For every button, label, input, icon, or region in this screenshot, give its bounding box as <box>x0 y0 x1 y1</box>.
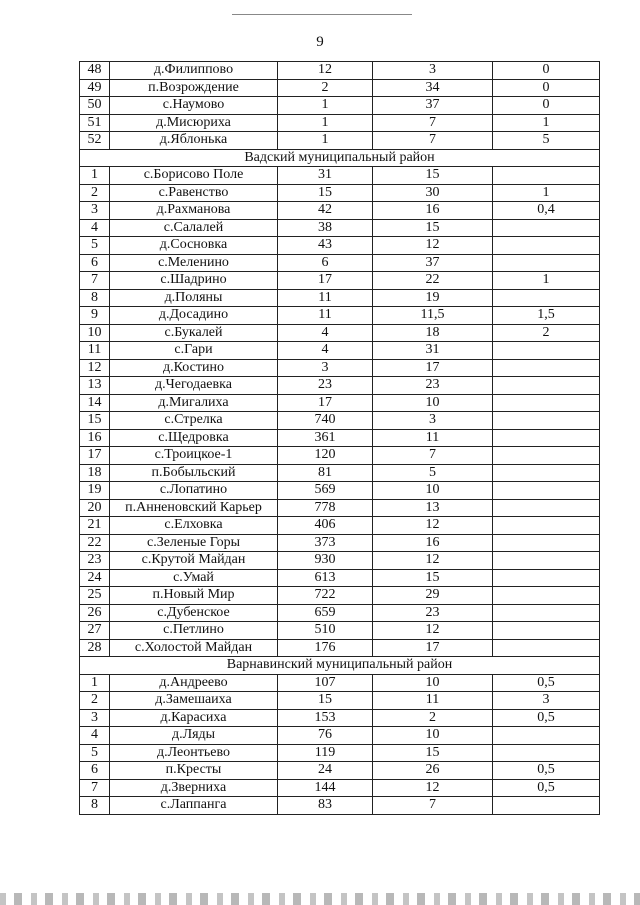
row-number-cell: 12 <box>80 359 110 377</box>
settlements-table <box>79 61 600 815</box>
value-col-4-cell: 30 <box>373 184 493 202</box>
value-col-4-cell: 37 <box>373 254 493 272</box>
row-number-cell: 7 <box>80 272 110 290</box>
settlement-name-cell: д.Мигалиха <box>110 394 278 412</box>
value-col-5-cell <box>493 359 600 377</box>
table-row <box>80 499 600 517</box>
row-number-cell: 20 <box>80 499 110 517</box>
value-col-5-cell <box>493 464 600 482</box>
value-col-3-cell: 17 <box>278 272 373 290</box>
district-header-row <box>80 149 600 167</box>
settlement-name-cell: д.Чегодаевка <box>110 377 278 395</box>
value-col-5-cell: 0 <box>493 97 600 115</box>
row-number-cell: 24 <box>80 569 110 587</box>
value-col-5-cell: 0,5 <box>493 674 600 692</box>
value-col-4-cell: 10 <box>373 394 493 412</box>
value-col-5-cell <box>493 534 600 552</box>
value-col-3-cell: 1 <box>278 114 373 132</box>
table-row <box>80 797 600 815</box>
settlement-name-cell: с.Зеленые Горы <box>110 534 278 552</box>
table-row <box>80 727 600 745</box>
settlement-name-cell: с.Холостой Майдан <box>110 639 278 657</box>
table-row <box>80 289 600 307</box>
table-row <box>80 79 600 97</box>
value-col-3-cell: 81 <box>278 464 373 482</box>
value-col-4-cell: 12 <box>373 237 493 255</box>
value-col-4-cell: 10 <box>373 482 493 500</box>
row-number-cell: 25 <box>80 587 110 605</box>
table-row <box>80 237 600 255</box>
value-col-5-cell <box>493 604 600 622</box>
table-row <box>80 184 600 202</box>
value-col-5-cell: 2 <box>493 324 600 342</box>
value-col-3-cell: 373 <box>278 534 373 552</box>
table-row <box>80 342 600 360</box>
value-col-5-cell <box>493 394 600 412</box>
table-row <box>80 639 600 657</box>
value-col-5-cell <box>493 517 600 535</box>
table-row <box>80 464 600 482</box>
value-col-4-cell: 12 <box>373 517 493 535</box>
row-number-cell: 11 <box>80 342 110 360</box>
value-col-4-cell: 3 <box>373 62 493 80</box>
value-col-4-cell: 34 <box>373 79 493 97</box>
settlement-name-cell: д.Рахманова <box>110 202 278 220</box>
settlement-name-cell: п.Возрождение <box>110 79 278 97</box>
value-col-4-cell: 15 <box>373 167 493 185</box>
value-col-3-cell: 11 <box>278 289 373 307</box>
value-col-4-cell: 10 <box>373 674 493 692</box>
value-col-5-cell <box>493 167 600 185</box>
table-row <box>80 517 600 535</box>
value-col-5-cell: 0,5 <box>493 779 600 797</box>
value-col-5-cell: 1 <box>493 114 600 132</box>
value-col-5-cell: 0 <box>493 62 600 80</box>
value-col-5-cell <box>493 342 600 360</box>
table-row <box>80 622 600 640</box>
value-col-5-cell: 5 <box>493 132 600 150</box>
value-col-5-cell: 1 <box>493 272 600 290</box>
value-col-3-cell: 24 <box>278 762 373 780</box>
table-row <box>80 272 600 290</box>
row-number-cell: 28 <box>80 639 110 657</box>
value-col-3-cell: 120 <box>278 447 373 465</box>
value-col-5-cell <box>493 254 600 272</box>
value-col-3-cell: 42 <box>278 202 373 220</box>
settlement-name-cell: д.Замешаиха <box>110 692 278 710</box>
settlement-name-cell: д.Досадино <box>110 307 278 325</box>
value-col-5-cell <box>493 482 600 500</box>
value-col-4-cell: 15 <box>373 569 493 587</box>
value-col-3-cell: 930 <box>278 552 373 570</box>
table-row <box>80 412 600 430</box>
value-col-5-cell: 1 <box>493 184 600 202</box>
value-col-3-cell: 3 <box>278 359 373 377</box>
value-col-3-cell: 23 <box>278 377 373 395</box>
value-col-3-cell: 15 <box>278 184 373 202</box>
value-col-3-cell: 1 <box>278 97 373 115</box>
settlement-name-cell: д.Леонтьево <box>110 744 278 762</box>
table-row <box>80 692 600 710</box>
value-col-4-cell: 15 <box>373 219 493 237</box>
value-col-3-cell: 176 <box>278 639 373 657</box>
value-col-4-cell: 16 <box>373 534 493 552</box>
value-col-5-cell: 3 <box>493 692 600 710</box>
settlement-name-cell: с.Дубенское <box>110 604 278 622</box>
row-number-cell: 4 <box>80 727 110 745</box>
settlement-name-cell: с.Щедровка <box>110 429 278 447</box>
value-col-3-cell: 17 <box>278 394 373 412</box>
row-number-cell: 6 <box>80 762 110 780</box>
table-row <box>80 97 600 115</box>
table-row <box>80 254 600 272</box>
settlement-name-cell: с.Лопатино <box>110 482 278 500</box>
table-row <box>80 307 600 325</box>
row-number-cell: 14 <box>80 394 110 412</box>
table-row <box>80 377 600 395</box>
value-col-4-cell: 3 <box>373 412 493 430</box>
value-col-4-cell: 19 <box>373 289 493 307</box>
table-row <box>80 219 600 237</box>
value-col-3-cell: 144 <box>278 779 373 797</box>
settlement-name-cell: п.Анненовский Карьер <box>110 499 278 517</box>
settlement-name-cell: с.Шадрино <box>110 272 278 290</box>
value-col-5-cell: 0,4 <box>493 202 600 220</box>
row-number-cell: 21 <box>80 517 110 535</box>
value-col-5-cell <box>493 219 600 237</box>
value-col-4-cell: 10 <box>373 727 493 745</box>
value-col-5-cell <box>493 569 600 587</box>
value-col-3-cell: 4 <box>278 324 373 342</box>
table-row <box>80 744 600 762</box>
settlement-name-cell: с.Стрелка <box>110 412 278 430</box>
value-col-3-cell: 778 <box>278 499 373 517</box>
settlement-name-cell: с.Крутой Майдан <box>110 552 278 570</box>
table-row <box>80 324 600 342</box>
settlement-name-cell: д.Филиппово <box>110 62 278 80</box>
settlement-name-cell: д.Сосновка <box>110 237 278 255</box>
row-number-cell: 5 <box>80 237 110 255</box>
table-row <box>80 674 600 692</box>
row-number-cell: 19 <box>80 482 110 500</box>
value-col-4-cell: 37 <box>373 97 493 115</box>
settlement-name-cell: д.Яблонька <box>110 132 278 150</box>
settlement-name-cell: с.Борисово Поле <box>110 167 278 185</box>
value-col-3-cell: 722 <box>278 587 373 605</box>
value-col-5-cell <box>493 552 600 570</box>
value-col-5-cell <box>493 587 600 605</box>
value-col-5-cell <box>493 744 600 762</box>
value-col-5-cell <box>493 377 600 395</box>
top-scan-line <box>232 14 412 15</box>
row-number-cell: 3 <box>80 709 110 727</box>
value-col-5-cell <box>493 289 600 307</box>
value-col-3-cell: 2 <box>278 79 373 97</box>
table-row <box>80 167 600 185</box>
value-col-3-cell: 406 <box>278 517 373 535</box>
table-row <box>80 62 600 80</box>
value-col-4-cell: 11 <box>373 429 493 447</box>
value-col-3-cell: 43 <box>278 237 373 255</box>
table-row <box>80 552 600 570</box>
value-col-5-cell: 0,5 <box>493 762 600 780</box>
row-number-cell: 23 <box>80 552 110 570</box>
row-number-cell: 5 <box>80 744 110 762</box>
settlement-name-cell: с.Меленино <box>110 254 278 272</box>
table-row <box>80 394 600 412</box>
settlement-name-cell: с.Троицкое-1 <box>110 447 278 465</box>
value-col-4-cell: 16 <box>373 202 493 220</box>
row-number-cell: 1 <box>80 674 110 692</box>
row-number-cell: 22 <box>80 534 110 552</box>
settlement-name-cell: д.Мисюриха <box>110 114 278 132</box>
value-col-4-cell: 23 <box>373 377 493 395</box>
value-col-4-cell: 15 <box>373 744 493 762</box>
value-col-4-cell: 12 <box>373 552 493 570</box>
table-row <box>80 447 600 465</box>
value-col-4-cell: 5 <box>373 464 493 482</box>
value-col-3-cell: 569 <box>278 482 373 500</box>
value-col-4-cell: 2 <box>373 709 493 727</box>
value-col-3-cell: 31 <box>278 167 373 185</box>
table-row <box>80 587 600 605</box>
value-col-4-cell: 7 <box>373 797 493 815</box>
value-col-5-cell <box>493 499 600 517</box>
row-number-cell: 50 <box>80 97 110 115</box>
value-col-4-cell: 12 <box>373 779 493 797</box>
row-number-cell: 6 <box>80 254 110 272</box>
value-col-4-cell: 7 <box>373 132 493 150</box>
district-header: Вадский муниципальный район <box>80 149 600 167</box>
value-col-4-cell: 13 <box>373 499 493 517</box>
value-col-4-cell: 31 <box>373 342 493 360</box>
value-col-3-cell: 6 <box>278 254 373 272</box>
table-row <box>80 202 600 220</box>
value-col-3-cell: 613 <box>278 569 373 587</box>
value-col-4-cell: 26 <box>373 762 493 780</box>
value-col-3-cell: 76 <box>278 727 373 745</box>
settlement-name-cell: п.Кресты <box>110 762 278 780</box>
value-col-3-cell: 83 <box>278 797 373 815</box>
district-header: Варнавинский муниципальный район <box>80 657 600 675</box>
page-number: 9 <box>316 34 324 50</box>
value-col-3-cell: 4 <box>278 342 373 360</box>
row-number-cell: 4 <box>80 219 110 237</box>
value-col-3-cell: 1 <box>278 132 373 150</box>
value-col-3-cell: 361 <box>278 429 373 447</box>
table-row <box>80 534 600 552</box>
table-row <box>80 604 600 622</box>
table-row <box>80 114 600 132</box>
value-col-4-cell: 18 <box>373 324 493 342</box>
settlement-name-cell: п.Новый Мир <box>110 587 278 605</box>
settlement-name-cell: с.Петлино <box>110 622 278 640</box>
row-number-cell: 9 <box>80 307 110 325</box>
row-number-cell: 3 <box>80 202 110 220</box>
value-col-3-cell: 510 <box>278 622 373 640</box>
district-header-row <box>80 657 600 675</box>
row-number-cell: 18 <box>80 464 110 482</box>
settlement-name-cell: д.Андреево <box>110 674 278 692</box>
row-number-cell: 10 <box>80 324 110 342</box>
table-row <box>80 569 600 587</box>
value-col-3-cell: 11 <box>278 307 373 325</box>
value-col-3-cell: 740 <box>278 412 373 430</box>
value-col-5-cell: 0 <box>493 79 600 97</box>
settlement-name-cell: д.Карасиха <box>110 709 278 727</box>
value-col-5-cell: 1,5 <box>493 307 600 325</box>
value-col-5-cell: 0,5 <box>493 709 600 727</box>
value-col-5-cell <box>493 727 600 745</box>
value-col-4-cell: 7 <box>373 114 493 132</box>
row-number-cell: 49 <box>80 79 110 97</box>
value-col-5-cell <box>493 639 600 657</box>
row-number-cell: 26 <box>80 604 110 622</box>
row-number-cell: 8 <box>80 289 110 307</box>
row-number-cell: 17 <box>80 447 110 465</box>
value-col-3-cell: 119 <box>278 744 373 762</box>
table-row <box>80 762 600 780</box>
row-number-cell: 16 <box>80 429 110 447</box>
settlement-name-cell: с.Гари <box>110 342 278 360</box>
value-col-4-cell: 23 <box>373 604 493 622</box>
value-col-5-cell <box>493 797 600 815</box>
scan-artifact <box>0 893 640 905</box>
value-col-3-cell: 15 <box>278 692 373 710</box>
row-number-cell: 7 <box>80 779 110 797</box>
settlement-name-cell: с.Салалей <box>110 219 278 237</box>
table-row <box>80 429 600 447</box>
value-col-4-cell: 12 <box>373 622 493 640</box>
settlement-name-cell: д.Зверниха <box>110 779 278 797</box>
value-col-5-cell <box>493 622 600 640</box>
settlement-name-cell: д.Ляды <box>110 727 278 745</box>
row-number-cell: 13 <box>80 377 110 395</box>
value-col-5-cell <box>493 237 600 255</box>
value-col-4-cell: 17 <box>373 359 493 377</box>
table-row <box>80 482 600 500</box>
value-col-4-cell: 22 <box>373 272 493 290</box>
value-col-3-cell: 153 <box>278 709 373 727</box>
value-col-4-cell: 11 <box>373 692 493 710</box>
row-number-cell: 27 <box>80 622 110 640</box>
row-number-cell: 2 <box>80 184 110 202</box>
table-row <box>80 709 600 727</box>
row-number-cell: 48 <box>80 62 110 80</box>
settlement-name-cell: д.Поляны <box>110 289 278 307</box>
row-number-cell: 1 <box>80 167 110 185</box>
settlement-name-cell: с.Елховка <box>110 517 278 535</box>
row-number-cell: 52 <box>80 132 110 150</box>
value-col-3-cell: 12 <box>278 62 373 80</box>
row-number-cell: 15 <box>80 412 110 430</box>
row-number-cell: 2 <box>80 692 110 710</box>
settlement-name-cell: д.Костино <box>110 359 278 377</box>
settlement-name-cell: с.Равенство <box>110 184 278 202</box>
table-row <box>80 132 600 150</box>
row-number-cell: 51 <box>80 114 110 132</box>
value-col-5-cell <box>493 429 600 447</box>
value-col-5-cell <box>493 412 600 430</box>
settlement-name-cell: с.Наумово <box>110 97 278 115</box>
value-col-4-cell: 29 <box>373 587 493 605</box>
value-col-5-cell <box>493 447 600 465</box>
settlement-name-cell: с.Букалей <box>110 324 278 342</box>
value-col-3-cell: 659 <box>278 604 373 622</box>
value-col-4-cell: 7 <box>373 447 493 465</box>
value-col-3-cell: 107 <box>278 674 373 692</box>
row-number-cell: 8 <box>80 797 110 815</box>
settlement-name-cell: п.Бобыльский <box>110 464 278 482</box>
settlement-name-cell: с.Лаппанга <box>110 797 278 815</box>
value-col-4-cell: 11,5 <box>373 307 493 325</box>
table-row <box>80 779 600 797</box>
settlement-name-cell: с.Умай <box>110 569 278 587</box>
table-row <box>80 359 600 377</box>
value-col-3-cell: 38 <box>278 219 373 237</box>
value-col-4-cell: 17 <box>373 639 493 657</box>
